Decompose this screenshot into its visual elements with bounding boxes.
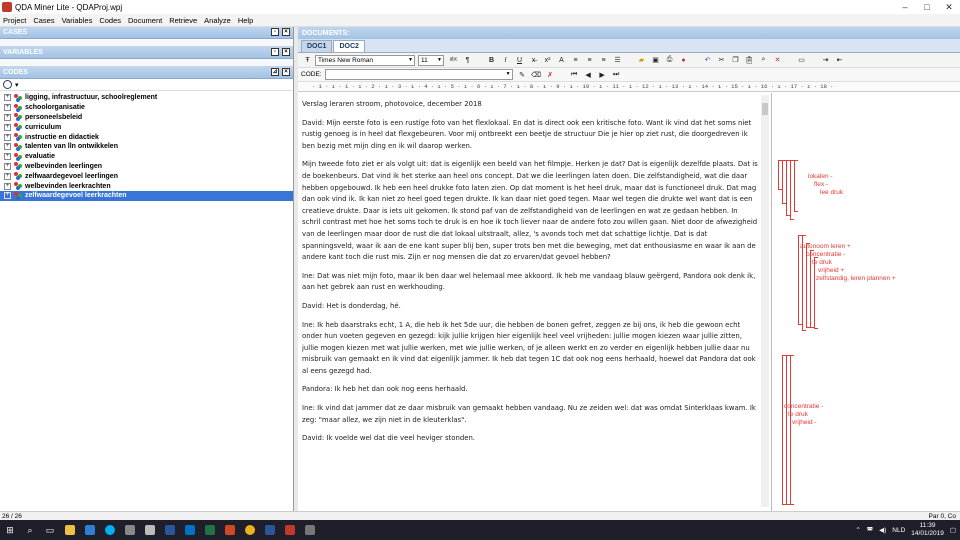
document-paragraph[interactable]: Ine: Ik heb daarstraks echt, 1 A, die heb ik het 5de uur, die hebben de bonen gefret, zeggen ze bij ons, ik heb die gewoon echt onder hun voeten gegeven en gezegd: kijk jullie krijgen hier eigenlijk heel veel vrijheden: jullie mogen kiezen waar jullie zitten, jullie mogen kiezen met wat jullie werken, met wie jullie werken, of je alleen werkt en zo verder en eigenlijk hebben jullie daar nu misbruik van gemaakt en ik vind dat eigenlijk jammer. Ik heb dat tegen 1C dat ook nog eens herhaald, hoewel dat Pandora dat ook al eens gezegd had. bbox=[302, 320, 756, 375]
format-toolbar bbox=[298, 53, 960, 68]
code-label: zelfwaardegevoel leerlingen bbox=[25, 172, 118, 180]
font-style-icon[interactable]: Ŧ bbox=[305, 56, 310, 64]
code-category-icon bbox=[14, 172, 22, 180]
notifications-icon[interactable]: ▢ bbox=[949, 527, 956, 534]
code-tree-item[interactable] bbox=[0, 132, 293, 142]
code-category-icon bbox=[14, 94, 22, 102]
chrome-icon[interactable] bbox=[240, 520, 260, 540]
window-icon[interactable]: ▭ bbox=[798, 57, 805, 64]
codes-toolbar bbox=[0, 79, 293, 91]
open-folder-icon[interactable]: ▰ bbox=[638, 57, 645, 64]
chevron-up-icon[interactable]: ⌃ bbox=[855, 527, 861, 534]
expand-icon[interactable]: + bbox=[5, 162, 10, 169]
code-category-icon bbox=[14, 162, 22, 170]
superscript-icon[interactable]: x² bbox=[544, 56, 551, 64]
expand-icon[interactable]: + bbox=[5, 94, 10, 101]
code-tag-icon[interactable]: ⌫ bbox=[531, 71, 542, 79]
panel-close-icon[interactable]: × bbox=[282, 48, 290, 56]
next-doc-icon[interactable]: ▶ bbox=[599, 71, 605, 79]
code-label: instructie en didactiek bbox=[25, 133, 99, 141]
margin-code-label[interactable]: flex - bbox=[814, 181, 829, 188]
task-view-icon[interactable]: ▭ bbox=[45, 524, 55, 535]
window-title: QDA Miner Lite - QDAProj.wpj bbox=[15, 2, 123, 12]
panel-restore-icon[interactable]: ▫ bbox=[271, 28, 279, 36]
panel-pin-icon[interactable]: ⊿ bbox=[272, 69, 278, 75]
panel-restore-icon[interactable]: ▫ bbox=[271, 48, 279, 56]
edge-icon[interactable] bbox=[80, 520, 100, 540]
variables-panel bbox=[0, 59, 293, 67]
menu-help[interactable]: Help bbox=[237, 15, 254, 25]
font-select[interactable] bbox=[315, 55, 415, 66]
copy-icon[interactable]: ❐ bbox=[732, 57, 739, 64]
excel-icon[interactable] bbox=[200, 520, 220, 540]
code-tree-item[interactable] bbox=[0, 122, 293, 132]
volume-icon[interactable]: ◀) bbox=[879, 527, 887, 534]
margin-code-label[interactable]: autonoom leren + bbox=[800, 243, 851, 250]
cases-title: CASES bbox=[3, 29, 28, 36]
status-count: 26 / 26 bbox=[2, 512, 22, 520]
strikethrough-icon[interactable]: x̶ bbox=[531, 56, 536, 64]
document-paragraph[interactable]: Pandora: Ik heb het dan ook nog eens herhaald. bbox=[302, 385, 468, 394]
app-icon[interactable] bbox=[300, 520, 320, 540]
undo-icon[interactable]: ↶ bbox=[704, 57, 711, 64]
margin-code-label[interactable]: te druk bbox=[788, 411, 808, 418]
margin-code-label[interactable]: te druk bbox=[812, 259, 832, 266]
variables-title: VARIABLES bbox=[3, 49, 43, 56]
code-category-icon bbox=[14, 133, 22, 141]
code-tree-item[interactable] bbox=[0, 171, 293, 181]
word-icon[interactable] bbox=[160, 520, 180, 540]
prev-doc-icon[interactable]: ◀ bbox=[585, 71, 591, 79]
code-label: ligging, infrastructuur, schoolreglement bbox=[25, 94, 158, 102]
find-icon[interactable]: ⌕ bbox=[761, 56, 766, 63]
expand-icon[interactable]: + bbox=[5, 153, 10, 160]
margin-code-label[interactable]: vrijheid - bbox=[792, 419, 817, 426]
italic-button[interactable]: I bbox=[504, 56, 507, 64]
code-bracket[interactable] bbox=[790, 355, 794, 505]
code-tree-item[interactable] bbox=[0, 181, 293, 191]
expand-icon[interactable]: + bbox=[5, 123, 10, 130]
code-tree-item[interactable] bbox=[0, 162, 293, 172]
document-paragraph[interactable]: David: Het is donderdag, hé. bbox=[302, 301, 401, 310]
code-label: curriculum bbox=[25, 123, 62, 131]
font-size-select[interactable] bbox=[418, 55, 444, 66]
align-center-icon[interactable]: ≡ bbox=[587, 56, 592, 64]
margin-code-label[interactable]: concentratie - bbox=[806, 251, 846, 258]
document-view[interactable] bbox=[298, 93, 772, 511]
code-label: zelfwaardegevoel leerkrachten bbox=[25, 192, 127, 200]
expand-icon[interactable]: + bbox=[5, 133, 10, 140]
code-category-icon bbox=[14, 153, 22, 161]
chevron-down-icon[interactable]: ▾ bbox=[15, 81, 19, 89]
delete-icon[interactable]: ✕ bbox=[774, 57, 781, 64]
taskbar bbox=[0, 520, 960, 540]
word-doc-icon[interactable] bbox=[260, 520, 280, 540]
bullets-icon[interactable]: ☰ bbox=[614, 57, 621, 64]
documents-pane bbox=[298, 27, 960, 511]
expand-icon[interactable]: + bbox=[5, 192, 10, 199]
align-right-icon[interactable]: ≡ bbox=[601, 56, 606, 64]
margin-code-label[interactable]: lokalen - bbox=[808, 173, 833, 180]
paste-icon[interactable]: 📋︎ bbox=[745, 57, 754, 64]
cases-panel bbox=[0, 39, 293, 47]
menu-document[interactable]: Document bbox=[128, 15, 163, 25]
last-doc-icon[interactable]: ⏭ bbox=[612, 70, 620, 78]
document-title[interactable]: Verslag leraren stroom, photovoice, december 2018 bbox=[302, 100, 482, 108]
code-label: schoolorganisatie bbox=[25, 104, 85, 112]
abc-icon[interactable]: ᵃᵇᶜ bbox=[449, 56, 458, 64]
save-icon[interactable]: ▣ bbox=[652, 57, 659, 64]
menu-bar bbox=[0, 14, 960, 27]
menu-codes[interactable]: Codes bbox=[99, 15, 122, 25]
code-label: welbevinden leerkrachten bbox=[25, 182, 111, 190]
code-select[interactable] bbox=[325, 69, 513, 80]
margin-code-label[interactable]: lee druk bbox=[820, 189, 844, 196]
document-paragraph[interactable]: David: Ik voelde wel dat die veel heviger stonden. bbox=[302, 434, 475, 443]
status-bar bbox=[0, 511, 960, 520]
scrollbar-thumb[interactable] bbox=[762, 103, 768, 115]
windows-start-icon[interactable]: ⊞ bbox=[6, 524, 14, 535]
code-assign-bar bbox=[298, 68, 960, 82]
clock-date: 14/01/2019 bbox=[911, 530, 944, 537]
clock-time: 11:39 bbox=[919, 522, 936, 529]
remove-code-icon[interactable]: ✗ bbox=[547, 71, 554, 79]
skype-icon[interactable] bbox=[100, 520, 120, 540]
documents-header: DOCUMENTS: bbox=[298, 27, 960, 39]
print-icon[interactable]: ⎙ bbox=[666, 56, 673, 63]
document-text[interactable] bbox=[302, 99, 758, 452]
code-tree-item[interactable] bbox=[0, 113, 293, 123]
code-margin[interactable] bbox=[773, 93, 960, 511]
outlook-icon[interactable] bbox=[180, 520, 200, 540]
document-tabs bbox=[298, 39, 960, 53]
minimize-icon[interactable]: – bbox=[902, 2, 908, 12]
align-left-icon[interactable]: ≡ bbox=[573, 56, 578, 64]
code-label: welbevinden leerlingen bbox=[25, 162, 103, 170]
status-position: Par 0, Co bbox=[928, 512, 956, 520]
cases-panel-header[interactable] bbox=[0, 27, 293, 39]
network-icon[interactable]: ◚ bbox=[866, 527, 874, 534]
code-tree-item[interactable] bbox=[0, 191, 293, 201]
expand-icon[interactable]: + bbox=[5, 143, 10, 150]
underline-button[interactable]: U bbox=[516, 56, 523, 64]
mail-icon[interactable] bbox=[140, 520, 160, 540]
variables-panel-header[interactable] bbox=[0, 47, 293, 59]
close-icon[interactable]: ✕ bbox=[945, 1, 953, 12]
document-paragraph[interactable]: Mijn tweede foto ziet er als volgt uit: dat is eigenlijk een beeld van het filmpje. Herken je dat? Dat is eigenlijk dezelfde plaats. Dat is de boekenbeurs. Dat vind ik het sterke aan heel ons concept. Dat we die leerlingen laten doen. Die zelfstandigheid, wat die daar hebben opgebouwd. Ik heb een heel drukke foto laten zien. Op dat moment is het heel druk, maar dat is functioneel druk. Dat mag dan ook vind ik. Ik kan niet zo heel goed tegen drukte. Ik kan daar niet goed tegen. Maar wel tegen die drukte wel want dat is een creatieve drukte. Daar is iets uit gekomen. Ik stond paf van de zelfstandigheid van de leerlingen en wat ze gedaan hebben. In schril contrast met hoe het soms toch te druk is en hoe ik toch liever naar de andere foto zou willen gaan. Niet door de afwezigheid van de leerlingen maar door de rust die dat lokaal uitstraalt, allez, 's avonds toch met dat schattige lichtje. Dat is dat spanningsveld, waar ik aan de ene kant super blij ben, super trots ben met die beweging, met dat enthousiasme en waar ik aan de andere kant toch die rust mis. Zijn er nog mensen die dat zo ervaren/dat gevoel hebben? bbox=[302, 160, 758, 262]
title-bar bbox=[0, 0, 960, 14]
font-color-icon[interactable]: A bbox=[559, 56, 564, 64]
tab-doc2[interactable]: DOC2 bbox=[333, 40, 364, 52]
clock[interactable] bbox=[911, 522, 944, 538]
expand-icon[interactable]: + bbox=[5, 172, 10, 179]
code-tree-item[interactable] bbox=[0, 93, 293, 103]
panel-close-icon[interactable]: × bbox=[282, 68, 290, 76]
system-tray bbox=[855, 520, 956, 540]
code-category-icon bbox=[14, 182, 22, 190]
tab-doc1[interactable]: DOC1 bbox=[301, 40, 332, 52]
file-explorer-icon[interactable] bbox=[60, 520, 80, 540]
codes-panel-header[interactable] bbox=[0, 67, 293, 79]
chevron-down-icon: ▼ bbox=[437, 56, 442, 63]
maximize-icon[interactable]: □ bbox=[924, 2, 930, 12]
left-pane bbox=[0, 27, 294, 511]
code-category-icon bbox=[14, 104, 22, 112]
menu-cases[interactable]: Cases bbox=[33, 15, 55, 25]
code-tree-item[interactable] bbox=[0, 142, 293, 152]
codes-title: CODES bbox=[3, 69, 28, 76]
code-category-icon bbox=[14, 192, 22, 200]
indent-icon[interactable]: ⇥ bbox=[822, 57, 829, 64]
code-label: CODE: bbox=[301, 71, 322, 78]
menu-project[interactable]: Project bbox=[3, 15, 27, 25]
add-code-icon[interactable]: ✎ bbox=[519, 71, 526, 79]
code-bracket[interactable] bbox=[794, 160, 798, 212]
vertical-scrollbar[interactable] bbox=[761, 95, 769, 507]
bold-button[interactable]: B bbox=[488, 56, 495, 64]
margin-code-label[interactable]: concentratie - bbox=[784, 403, 824, 410]
document-paragraph[interactable]: Ine: Ik vind dat jammer dat ze daar misbruik van gemaakt hebben vandaag. Nu ze zeiden wel: dat was omdat Sinterklaas kwam. Ik zeg: "maar allez, we zijn niet in de kleuterklas". bbox=[302, 404, 756, 424]
code-label: personeelsbeleid bbox=[25, 113, 83, 121]
language-indicator[interactable]: NLD bbox=[892, 526, 906, 534]
code-category-icon bbox=[14, 143, 22, 151]
ruler: · 1 · ı · 1 · ı · 2 · ı · 3 · ı · 4 · ı · 5 · ı · 6 · ı · 7 · ı · 8 · ı · 9 · ı · 10 · ı · 11 · ı · 12 · ı · 13 · ı · 14 · ı · 15 · ı · 16 · ı · 17 · ı · 18 · bbox=[298, 82, 960, 92]
code-tree bbox=[0, 91, 293, 201]
menu-variables[interactable]: Variables bbox=[61, 15, 93, 25]
powerpoint-icon[interactable] bbox=[220, 520, 240, 540]
app-logo-icon bbox=[2, 2, 12, 12]
first-doc-icon[interactable]: ⏮ bbox=[570, 70, 578, 78]
margin-code-label[interactable]: vrijheid + bbox=[818, 267, 845, 274]
outdent-icon[interactable]: ⇤ bbox=[836, 57, 843, 64]
store-icon[interactable] bbox=[120, 520, 140, 540]
chevron-down-icon: ▼ bbox=[505, 71, 511, 77]
panel-close-icon[interactable]: × bbox=[282, 28, 290, 36]
paragraph-icon[interactable]: ¶ bbox=[465, 56, 470, 64]
search-icon[interactable]: ⌕ bbox=[27, 524, 33, 535]
code-tree-item[interactable] bbox=[0, 152, 293, 162]
spellcheck-icon[interactable]: ● bbox=[681, 56, 686, 64]
menu-retrieve[interactable]: Retrieve bbox=[169, 15, 198, 25]
code-tree-item[interactable] bbox=[0, 103, 293, 113]
font-value: Times New Roman bbox=[318, 56, 374, 64]
document-paragraph[interactable]: Ine: Dat was niet mijn foto, maar ik ben daar wel helemaal mee akkoord. Ik heb me vandaag blauw geërgerd, Pandora ook denk ik, aan het gebrek aan rust en werkhouding. bbox=[302, 271, 756, 292]
code-label: evaluatie bbox=[25, 153, 55, 161]
font-size-value: 11 bbox=[421, 56, 428, 64]
menu-analyze[interactable]: Analyze bbox=[204, 15, 231, 25]
expand-icon[interactable]: + bbox=[5, 113, 10, 120]
chevron-down-icon: ▼ bbox=[408, 56, 413, 63]
cut-icon[interactable]: ✂ bbox=[718, 57, 725, 64]
qda-miner-icon[interactable] bbox=[280, 520, 300, 540]
search-icon[interactable] bbox=[3, 80, 12, 89]
code-label: talenten van lln ontwikkelen bbox=[25, 143, 118, 151]
code-category-icon bbox=[14, 123, 22, 131]
code-category-icon bbox=[14, 113, 22, 121]
expand-icon[interactable]: + bbox=[5, 182, 10, 189]
expand-icon[interactable]: + bbox=[5, 104, 10, 111]
margin-code-label[interactable]: zelfstandig, leren plannen + bbox=[816, 275, 896, 282]
document-paragraph[interactable]: David: Mijn eerste foto is een rustige foto van het flexlokaal. En dat is direct ook een kritische foto. Want ik vind dat het soms niet rustig genoeg is in heel dat flexgebeuren. Voor mij ontbreekt een beetje de structuur Die je hier op ziet rust, die doorgedreven ik ben bezig met mijn ding en ik wil daarop werken. bbox=[302, 118, 752, 150]
